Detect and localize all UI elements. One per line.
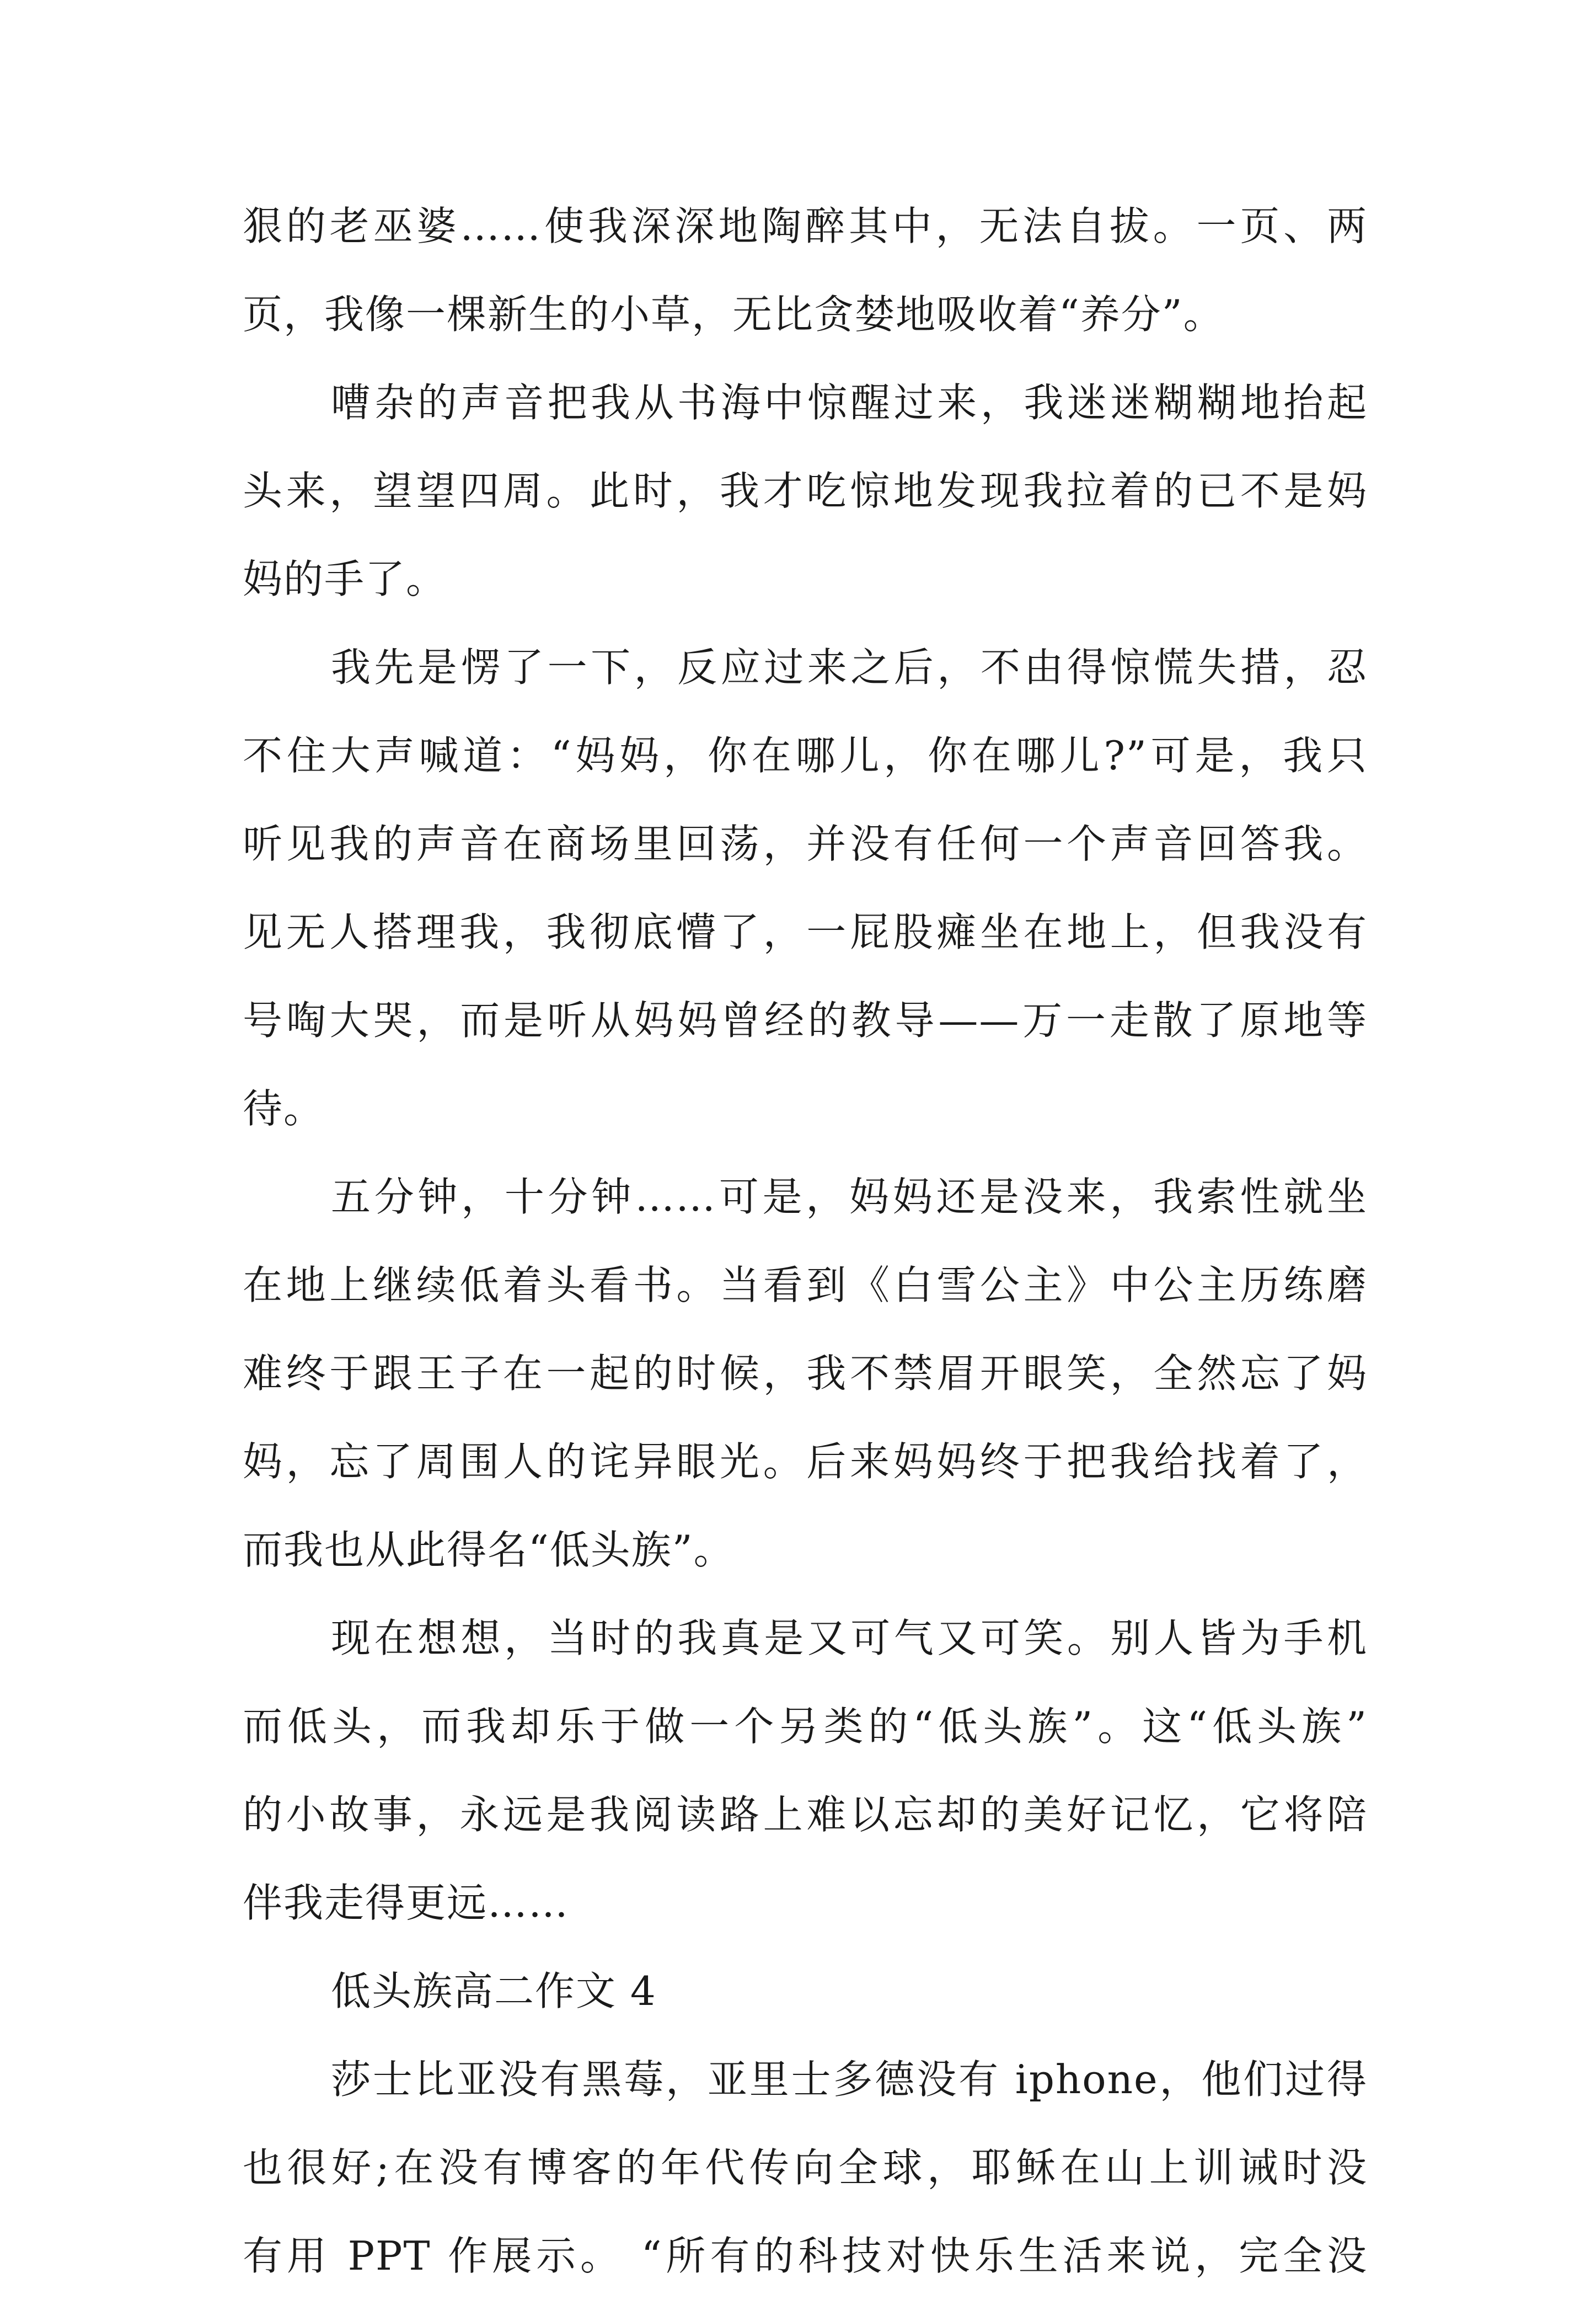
text-line: 伴我走得更远…… xyxy=(243,1880,570,1926)
text-line: 难终于跟王子在一起的时候，我不禁眉开眼笑，全然忘了妈 xyxy=(243,1350,1368,1397)
text-line: 有用 PPT 作展示。 “所有的科技对快乐生活来说，完全没 xyxy=(243,2233,1368,2279)
paragraph-start-line: 五分钟，十分钟……可是，妈妈还是没来，我索性就坐 xyxy=(331,1174,1368,1220)
paragraph-start-line: 嘈杂的声音把我从书海中惊醒过来，我迷迷糊糊地抬起 xyxy=(331,379,1368,426)
text-line: 见无人搭理我，我彻底懵了，一屁股瘫坐在地上，但我没有 xyxy=(243,909,1368,955)
text-line: 而我也从此得名“低头族”。 xyxy=(243,1527,735,1573)
text-line: 头来，望望四周。此时，我才吃惊地发现我拉着的已不是妈 xyxy=(243,468,1368,514)
text-line: 妈的手了。 xyxy=(243,556,447,602)
text-line: 也很好;在没有博客的年代传向全球，耶稣在山上训诫时没 xyxy=(243,2144,1368,2191)
text-line: 狠的老巫婆……使我深深地陶醉其中，无法自拔。一页、两 xyxy=(243,203,1368,249)
paragraph-start-line: 莎士比亚没有黑莓，亚里士多德没有 iphone，他们过得 xyxy=(331,2056,1368,2103)
text-line: 待。 xyxy=(243,1085,325,1132)
paragraph-start-line: 我先是愣了一下，反应过来之后，不由得惊慌失措，忍 xyxy=(331,644,1368,691)
text-line: 在地上继续低着头看书。当看到《白雪公主》中公主历练磨 xyxy=(243,1262,1368,1308)
text-line: 不住大声喊道：“妈妈，你在哪儿，你在哪儿?”可是，我只 xyxy=(243,732,1368,779)
section-heading: 低头族高二作文 4 xyxy=(331,1968,657,2014)
text-line: 妈，忘了周围人的诧异眼光。后来妈妈终于把我给找着了， xyxy=(243,1438,1368,1485)
text-line: 听见我的声音在商场里回荡，并没有任何一个声音回答我。 xyxy=(243,821,1368,867)
text-line: 页，我像一棵新生的小草，无比贪婪地吸收着“养分”。 xyxy=(243,291,1224,338)
text-line: 的小故事，永远是我阅读路上难以忘却的美好记忆，它将陪 xyxy=(243,1791,1368,1838)
text-line: 而低头，而我却乐于做一个另类的“低头族”。这“低头族” xyxy=(243,1703,1368,1750)
paragraph-start-line: 现在想想，当时的我真是又可气又可笑。别人皆为手机 xyxy=(331,1615,1368,1661)
essay-body xyxy=(243,182,1368,2300)
text-line: 号啕大哭，而是听从妈妈曾经的教导——万一走散了原地等 xyxy=(243,997,1368,1044)
